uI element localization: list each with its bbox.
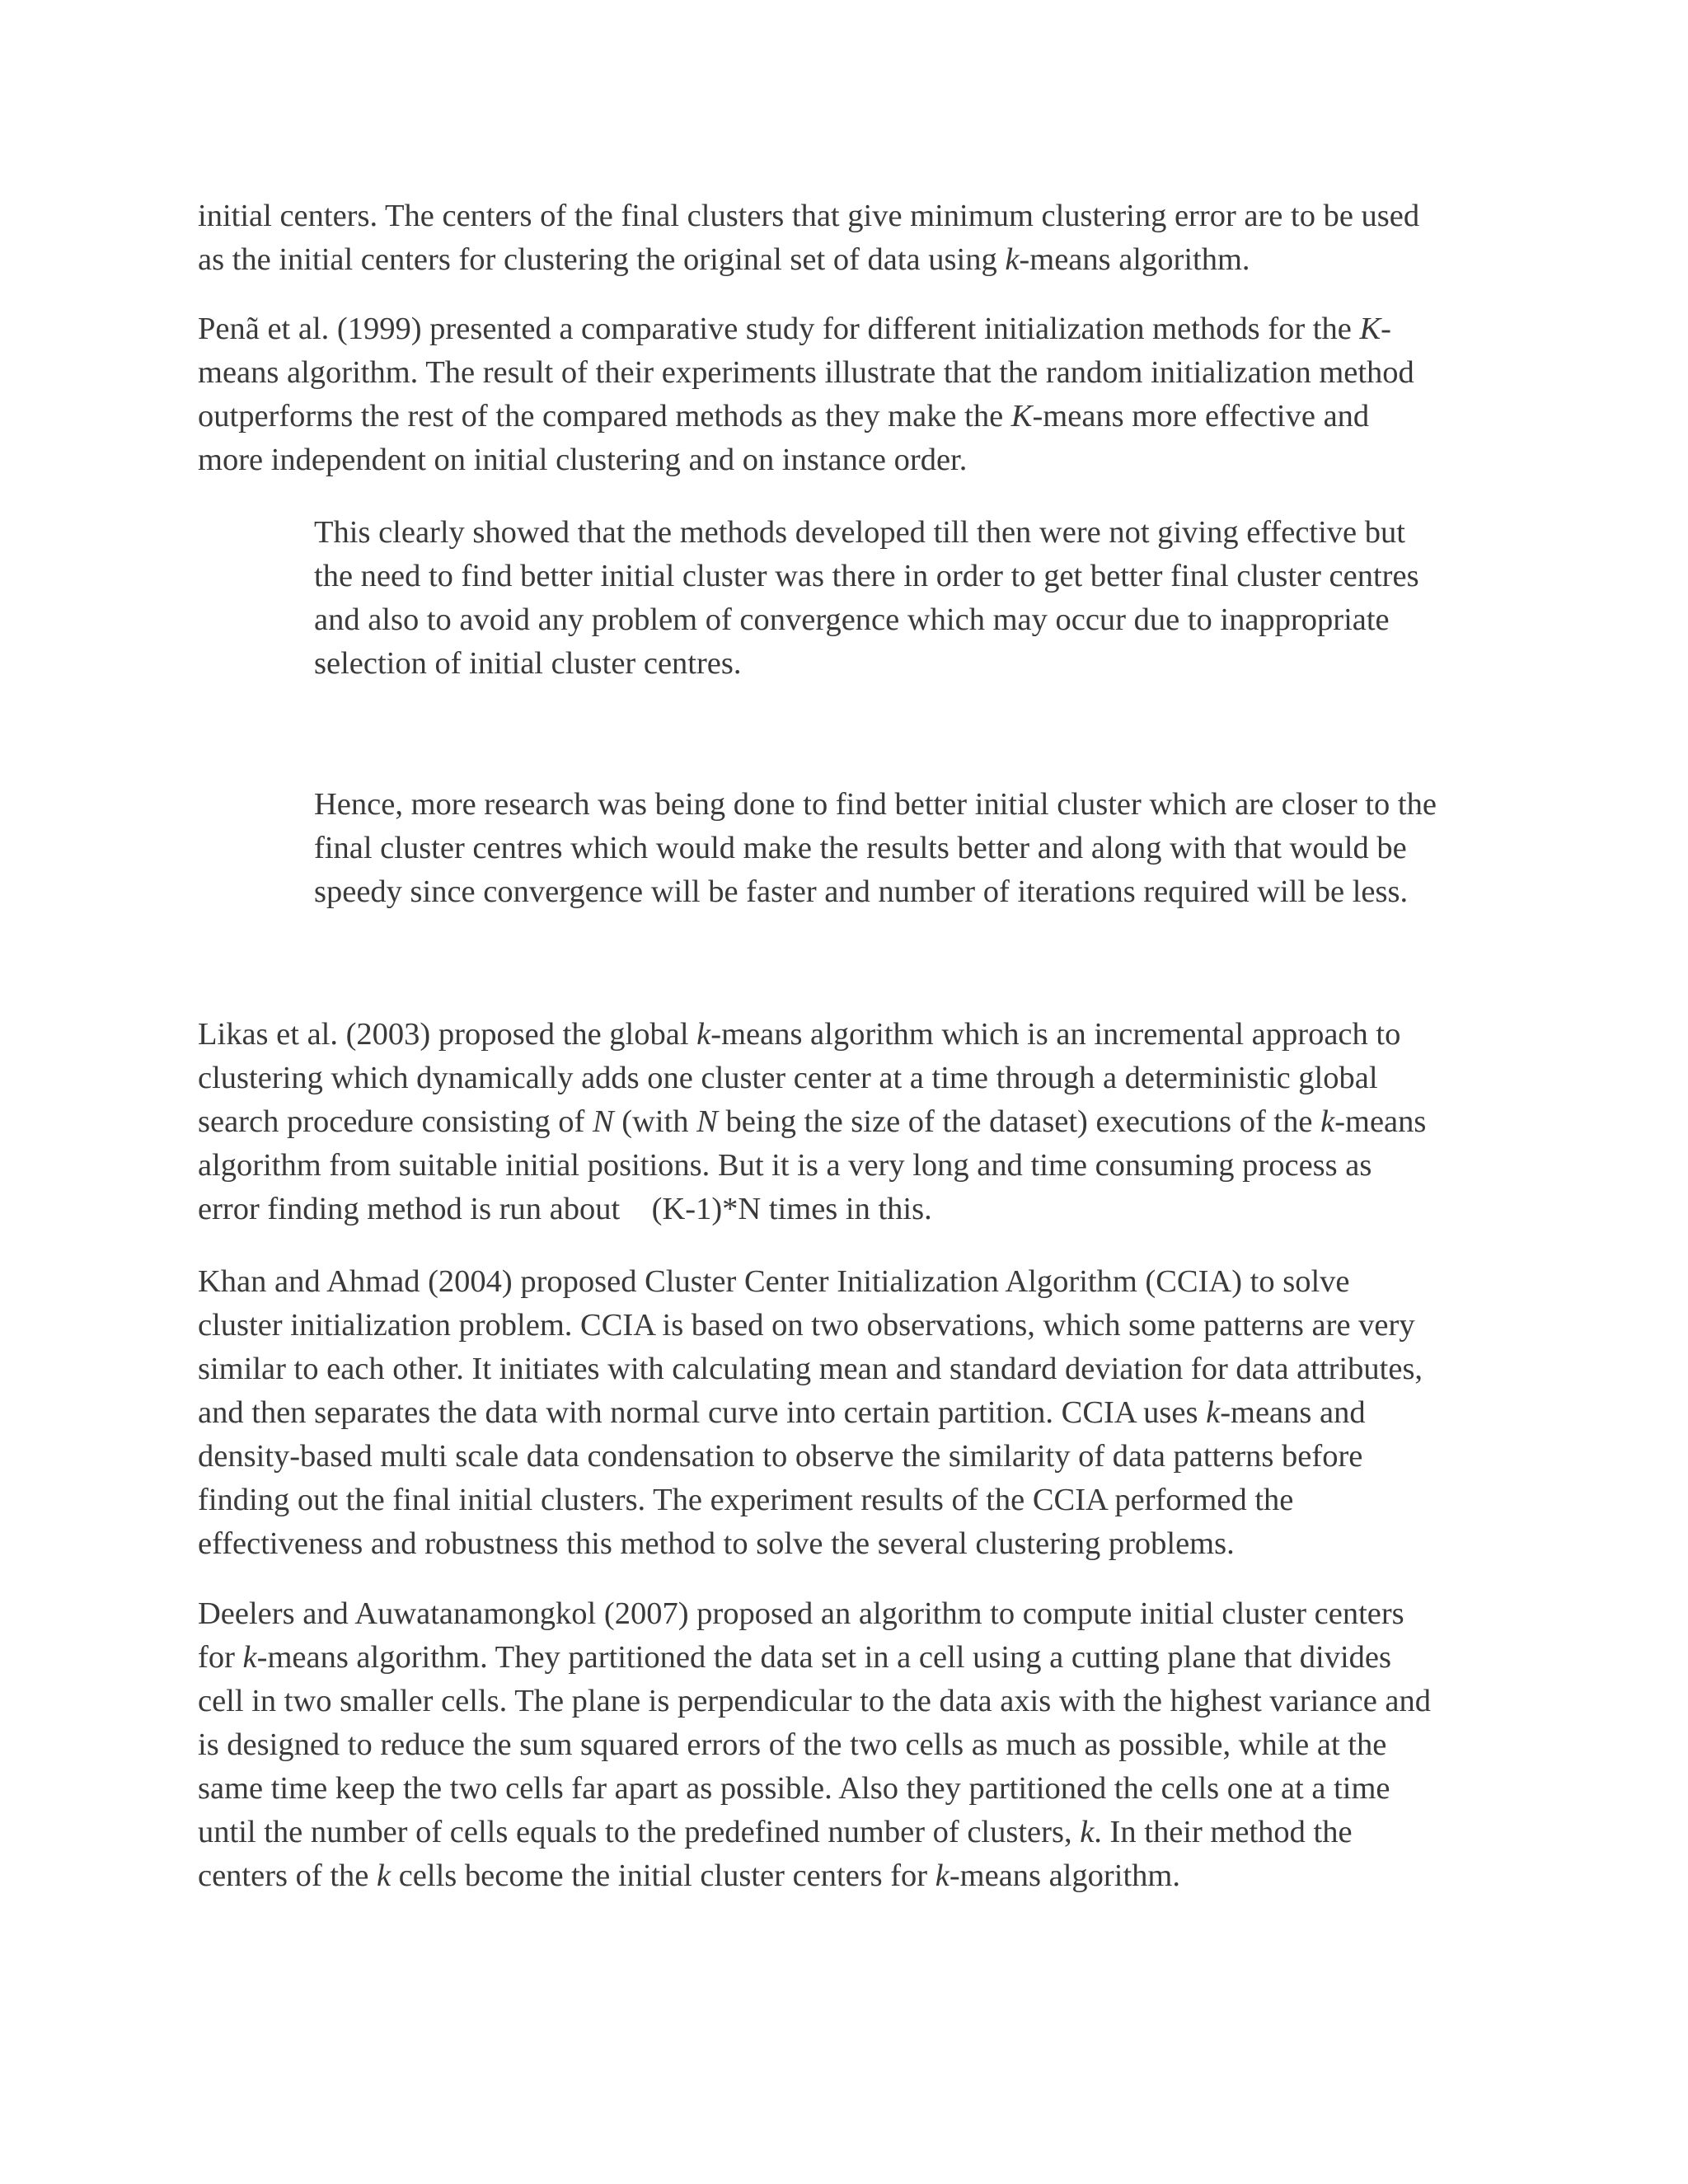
text-line <box>198 1522 1517 1566</box>
text-run: This clearly showed that the methods developed till then were not giving effective but <box>314 515 1405 550</box>
text-run: - <box>1381 312 1391 346</box>
text-line <box>198 1013 1517 1057</box>
text-run: cells become the initial cluster centers for <box>391 1858 935 1893</box>
text-run: Hence, more research was being done to find better initial cluster which are closer to the <box>314 787 1437 822</box>
text-run: Likas et al. (2003) proposed the global <box>198 1017 697 1052</box>
text-line <box>314 827 1501 870</box>
italic-math-variable: k <box>1206 1395 1221 1430</box>
text-run: density-based multi scale data condensation to observe the similarity of data patterns before <box>198 1439 1363 1474</box>
italic-math-variable: K <box>1010 399 1033 434</box>
text-run: is designed to reduce the sum squared errors of the two cells as much as possible, while at the <box>198 1727 1387 1762</box>
text-line <box>198 1304 1517 1347</box>
italic-math-variable: k <box>696 1017 711 1052</box>
italic-math-variable: N <box>592 1104 614 1139</box>
text-run: -means algorithm which is an incremental approach to <box>710 1017 1401 1052</box>
paragraph-deelers-2007 <box>198 1592 1517 1898</box>
italic-math-variable: N <box>696 1104 718 1139</box>
text-run: finding out the final initial clusters. The experiment results of the CCIA performed the <box>198 1483 1294 1517</box>
text-run: Khan and Ahmad (2004) proposed Cluster Center Initialization Algorithm (CCIA) to solve <box>198 1264 1350 1299</box>
text-line <box>198 1144 1517 1188</box>
text-run: speedy since convergence will be faster and number of iterations required will be less. <box>314 874 1409 909</box>
text-run: error finding method is run about (K-1)*N times in this. <box>198 1192 932 1226</box>
text-line <box>198 438 1517 482</box>
text-run: more independent on initial clustering and on instance order. <box>198 443 968 477</box>
text-line <box>198 1636 1517 1680</box>
text-run: Deelers and Auwatanamongkol (2007) proposed an algorithm to compute initial cluster centers <box>198 1596 1404 1631</box>
text-run: -means algorithm. <box>1019 242 1250 277</box>
text-line <box>314 555 1501 598</box>
text-line <box>198 1767 1517 1811</box>
text-run: outperforms the rest of the compared methods as they make the <box>198 399 1011 434</box>
text-run: final cluster centres which would make the results better and along with that would be <box>314 831 1407 865</box>
text-run: similar to each other. It initiates with calculating mean and standard deviation for data attributes, <box>198 1352 1423 1386</box>
text-line <box>198 395 1517 438</box>
text-line <box>198 1391 1517 1435</box>
italic-math-variable: k <box>935 1858 950 1893</box>
text-run: cell in two smaller cells. The plane is perpendicular to the data axis with the highest variance and <box>198 1684 1432 1718</box>
text-run: selection of initial cluster centres. <box>314 646 742 681</box>
text-run: -means algorithm. They partitioned the data set in a cell using a cutting plane that divides <box>256 1640 1391 1675</box>
paragraph-hence-more-research <box>314 783 1501 914</box>
text-run: initial centers. The centers of the final clusters that give minimum clustering error are to be used <box>198 199 1420 233</box>
text-run: effectiveness and robustness this method to solve the several clustering problems. <box>198 1526 1235 1561</box>
text-line <box>198 1680 1517 1723</box>
text-line <box>198 1592 1517 1636</box>
text-run: (with <box>613 1104 697 1139</box>
text-run: clustering which dynamically adds one cluster center at a time through a deterministic global <box>198 1061 1378 1095</box>
text-line <box>198 1435 1517 1479</box>
text-run: for <box>198 1640 243 1675</box>
text-line <box>198 194 1517 238</box>
text-run: -means algorithm. <box>949 1858 1180 1893</box>
text-line <box>198 1723 1517 1767</box>
text-run: . In their method the <box>1094 1815 1353 1849</box>
text-line <box>198 1347 1517 1391</box>
italic-math-variable: k <box>1080 1815 1095 1849</box>
paragraph-pena-1999 <box>198 307 1517 482</box>
text-line <box>198 1260 1517 1304</box>
text-line <box>314 870 1501 914</box>
text-run: as the initial centers for clustering the original set of data using <box>198 242 1006 277</box>
italic-math-variable: k <box>1005 242 1020 277</box>
text-line <box>314 642 1501 686</box>
text-run: centers of the <box>198 1858 377 1893</box>
text-line <box>198 238 1517 282</box>
italic-math-variable: k <box>377 1858 392 1893</box>
text-run: and then separates the data with normal curve into certain partition. CCIA uses <box>198 1395 1207 1430</box>
text-run: Penã et al. (1999) presented a comparative study for different initialization methods for the <box>198 312 1360 346</box>
text-run: and also to avoid any problem of convergence which may occur due to inappropriate <box>314 602 1390 637</box>
text-line <box>198 1854 1517 1898</box>
text-run: -means and <box>1220 1395 1366 1430</box>
paragraph-khan-ahmad-2004 <box>198 1260 1517 1566</box>
text-run: -means <box>1334 1104 1427 1139</box>
text-run: -means more effective and <box>1032 399 1370 434</box>
text-run: cluster initialization problem. CCIA is based on two observations, which some patterns are very <box>198 1308 1415 1343</box>
italic-math-variable: k <box>242 1640 257 1675</box>
text-run: search procedure consisting of <box>198 1104 593 1139</box>
text-line <box>198 307 1517 351</box>
text-line <box>198 1811 1517 1854</box>
text-line <box>314 511 1501 555</box>
text-line <box>198 1057 1517 1100</box>
text-line <box>314 598 1501 642</box>
text-line <box>198 1100 1517 1144</box>
text-line <box>198 1188 1517 1231</box>
text-line <box>198 1479 1517 1522</box>
paragraph-likas-2003 <box>198 1013 1517 1231</box>
paragraph-clearly-showed <box>314 511 1501 686</box>
text-run: algorithm from suitable initial positions. But it is a very long and time consuming process as <box>198 1148 1372 1183</box>
text-run: same time keep the two cells far apart as possible. Also they partitioned the cells one at a time <box>198 1771 1390 1806</box>
text-line <box>314 783 1501 827</box>
text-run: means algorithm. The result of their experiments illustrate that the random initialization method <box>198 355 1414 390</box>
italic-math-variable: k <box>1320 1104 1335 1139</box>
text-line <box>198 351 1517 395</box>
text-run: being the size of the dataset) executions of the <box>717 1104 1321 1139</box>
text-run: until the number of cells equals to the predefined number of clusters, <box>198 1815 1081 1849</box>
italic-math-variable: K <box>1359 312 1381 346</box>
text-run: the need to find better initial cluster was there in order to get better final cluster centres <box>314 559 1419 593</box>
paragraph-initial-centers <box>198 194 1517 282</box>
